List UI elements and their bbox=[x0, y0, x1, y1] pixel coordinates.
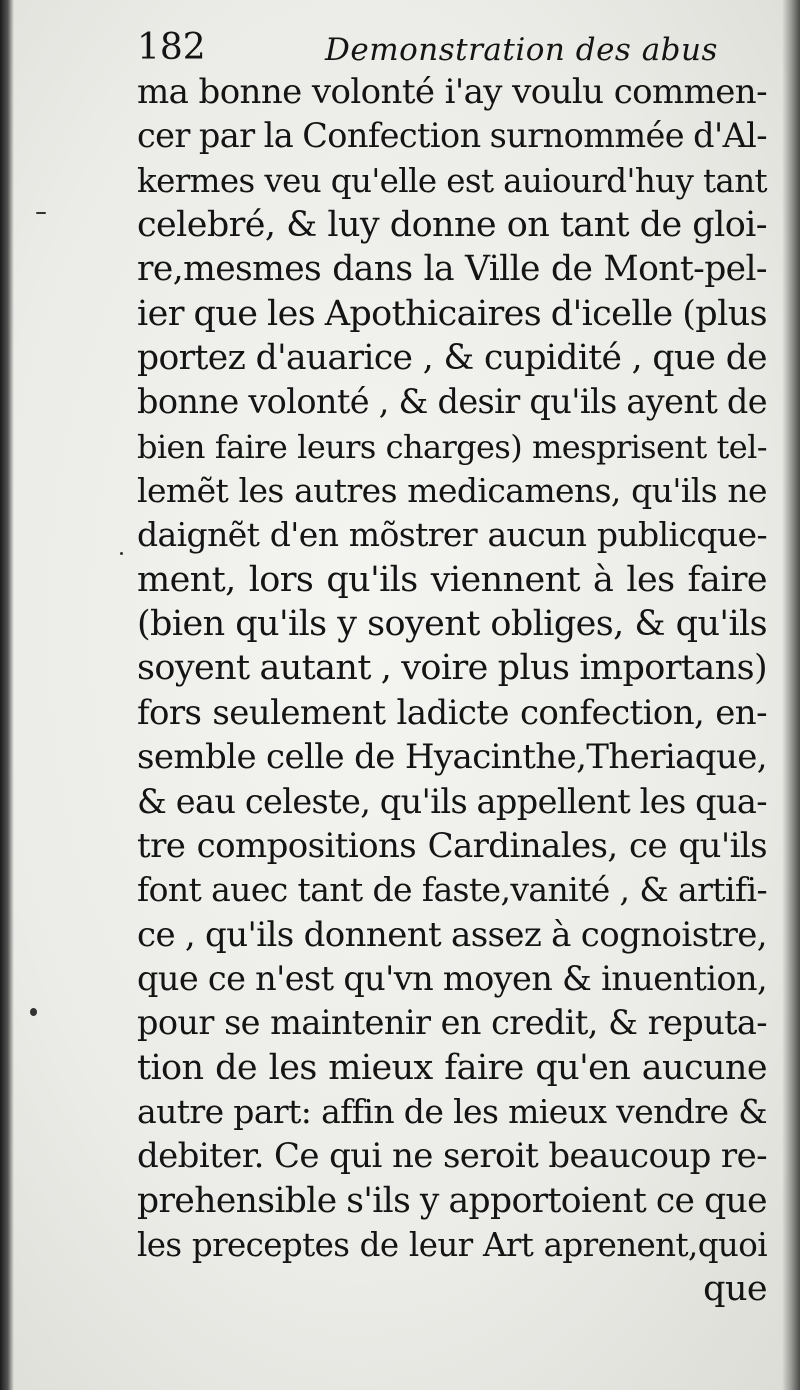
text-line: cer par la Confection surnommée d'Al- bbox=[137, 116, 767, 156]
text-line: bien faire leurs charges) mesprisent tel- bbox=[137, 427, 767, 466]
text-line: bonne volonté , & desir qu'ils ayent de bbox=[137, 382, 767, 422]
text-line: re,mesmes dans la Ville de Mont-pel- bbox=[137, 249, 767, 290]
page-number: 182 bbox=[137, 27, 206, 68]
text-line: semble celle de Hyacinthe,Theriaque, bbox=[137, 737, 767, 778]
text-line: autre part: affin de les mieux vendre & bbox=[137, 1091, 767, 1131]
running-head: Demonstration des abus bbox=[325, 32, 718, 68]
text-line: fors seulement ladicte confection, en- bbox=[137, 692, 767, 733]
text-line: tre compositions Cardinales, ce qu'ils bbox=[137, 825, 767, 866]
ink-speck bbox=[120, 552, 123, 555]
page-header bbox=[137, 22, 767, 72]
text-line: ier que les Apothicaires d'icelle (plus bbox=[137, 293, 767, 334]
ink-speck bbox=[30, 1008, 37, 1016]
text-line: celebré, & luy donne on tant de gloi- bbox=[137, 205, 767, 246]
text-line: ma bonne volonté i'ay voulu commen- bbox=[137, 72, 767, 112]
text-line: (bien qu'ils y soyent obliges, & qu'ils bbox=[137, 604, 767, 645]
body-text bbox=[137, 70, 767, 1312]
text-line: font auec tant de faste,vanité , & artifi- bbox=[137, 870, 767, 910]
text-line: lemẽt les autres medicamens, qu'ils ne bbox=[137, 471, 767, 511]
catchword: que bbox=[703, 1269, 767, 1310]
text-line: daignẽt d'en mõstrer aucun publicque- bbox=[137, 515, 767, 555]
text-line: prehensible s'ils y apportoient ce que bbox=[137, 1180, 767, 1221]
text-line: soyent autant , voire plus importans) bbox=[137, 648, 767, 689]
text-line: les preceptes de leur Art aprenent,quoi bbox=[137, 1225, 767, 1264]
text-line: tion de les mieux faire qu'en aucune bbox=[137, 1047, 767, 1088]
text-line: pour se maintenir en credit, & reputa- bbox=[137, 1003, 767, 1043]
ink-speck bbox=[36, 212, 46, 214]
text-line: ce , qu'ils donnent assez à cognoistre, bbox=[137, 914, 767, 955]
text-line: ment, lors qu'ils viennent à les faire bbox=[137, 559, 767, 600]
text-line: que ce n'est qu'vn moyen & inuention, bbox=[137, 958, 767, 998]
text-line: kermes veu qu'elle est auiourd'huy tant bbox=[137, 161, 767, 200]
text-line: debiter. Ce qui ne seroit beaucoup re- bbox=[137, 1136, 767, 1177]
text-line: portez d'auarice , & cupidité , que de bbox=[137, 338, 767, 379]
page-left-edge-shadow bbox=[0, 0, 14, 1390]
text-line: & eau celeste, qu'ils appellent les qua- bbox=[137, 781, 767, 821]
page-right-edge-shadow bbox=[782, 0, 800, 1390]
